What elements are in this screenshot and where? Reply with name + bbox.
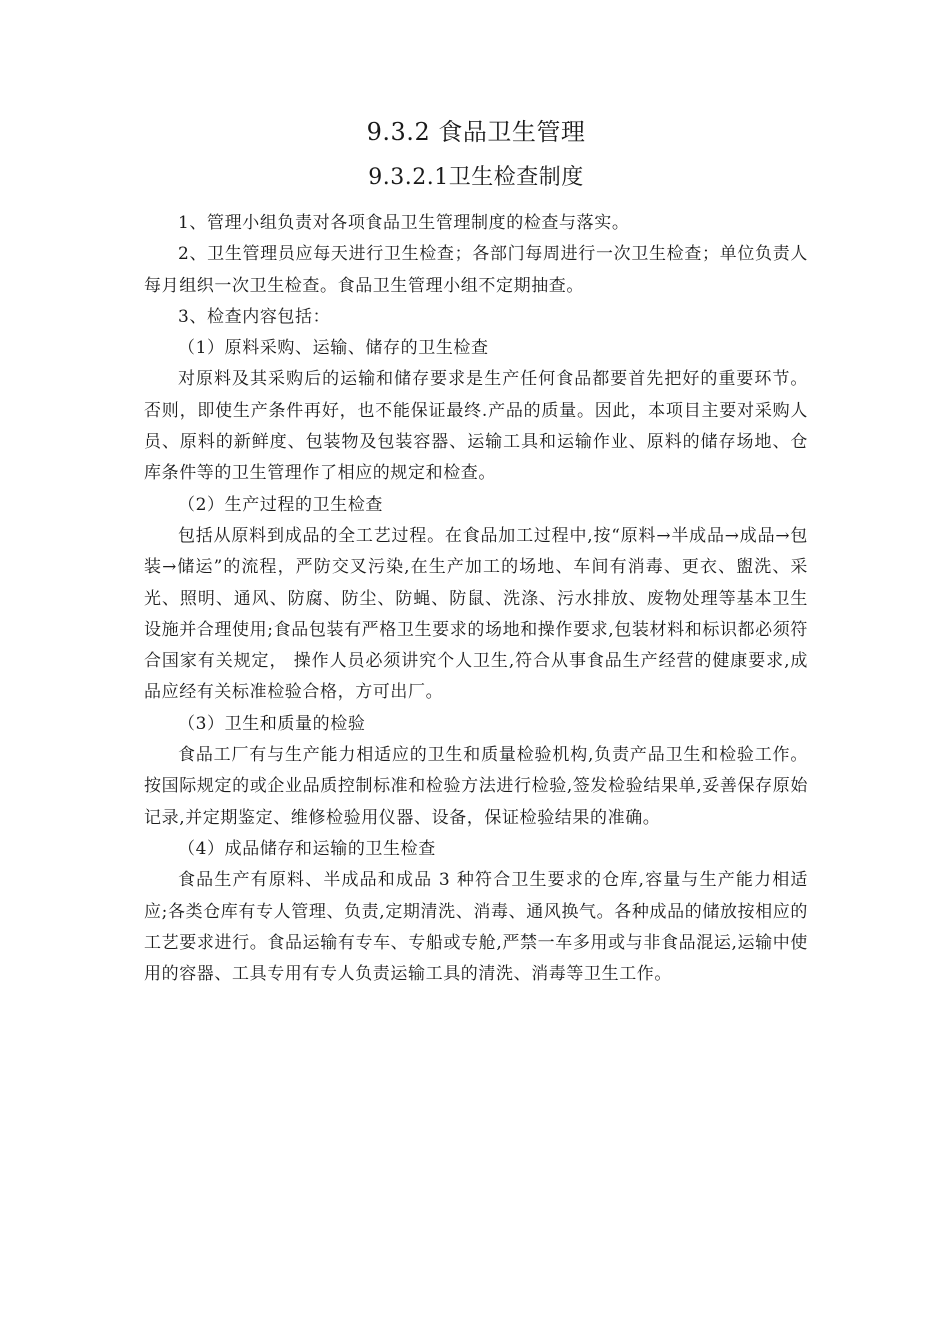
item-heading-4: （4）成品储存和运输的卫生检查 xyxy=(178,838,436,859)
item-heading-2: （2）生产过程的卫生检查 xyxy=(178,494,384,515)
paragraph-3: 3、检查内容包括： xyxy=(178,306,331,327)
paragraph-7: 食品生产有原料、半成品和成品 3 种符合卫生要求的仓库,容量与生产能力相适应;各类仓库有专人管理、负责,定期清洗、消毒、通风换气。各种成品的储放按相应的工艺要求进行。食品运输有专车、专船或专舱,严禁一车多用或与非食品混运,运输中使用的容器、工具专用有专人负责运输工具的清洗、消毒等卫生工作。 xyxy=(144,870,808,985)
item-heading-3: （3）卫生和质量的检验 xyxy=(178,713,366,734)
paragraph-6: 食品工厂有与生产能力相适应的卫生和质量检验机构,负责产品卫生和检验工作。按国际规定的或企业品质控制标准和检验方法进行检验,签发检验结果单,妥善保存原始记录,并定期鉴定、维修检验用仪器、设备，保证检验结果的准确。 xyxy=(144,745,808,828)
subsection-heading: 9.3.2.1卫生检查制度 xyxy=(368,165,584,190)
paragraph-2: 2、卫生管理员应每天进行卫生检查；各部门每周进行一次卫生检查；单位负责人每月组织一次卫生检查。食品卫生管理小组不定期抽查。 xyxy=(144,244,808,296)
paragraph-1: 1、管理小组负责对各项食品卫生管理制度的检查与落实。 xyxy=(178,213,630,233)
document-content xyxy=(144,112,808,990)
section-heading: 9.3.2 食品卫生管理 xyxy=(366,118,586,146)
paragraph-4: 对原料及其采购后的运输和储存要求是生产任何食品都要首先把好的重要环节。否则，即使生产条件再好，也不能保证最终.产品的质量。因此，本项目主要对采购人员、原料的新鲜度、包装物及包装容器、运输工具和运输作业、原料的储存场地、仓库条件等的卫生管理作了相应的规定和检查。 xyxy=(144,369,808,484)
document-body xyxy=(144,208,808,990)
paragraph-5: 包括从原料到成品的全工艺过程。在食品加工过程中,按“原料→半成品→成品→包装→储运”的流程，严防交叉污染,在生产加工的场地、车间有消毒、更衣、盥洗、采光、照明、通风、防腐、防尘、防蝇、防鼠、洗涤、污水排放、废物处理等基本卫生设施并合理使用;食品包装有严格卫生要求的场地和操作要求,包装材料和标识都必须符合国家有关规定， 操作人员必须讲究个人卫生,符合从事食品生产经营的健康要求,成品应经有关标准检验合格，方可出厂。 xyxy=(144,525,808,703)
item-heading-1: （1）原料采购、运输、储存的卫生检查 xyxy=(178,338,489,359)
